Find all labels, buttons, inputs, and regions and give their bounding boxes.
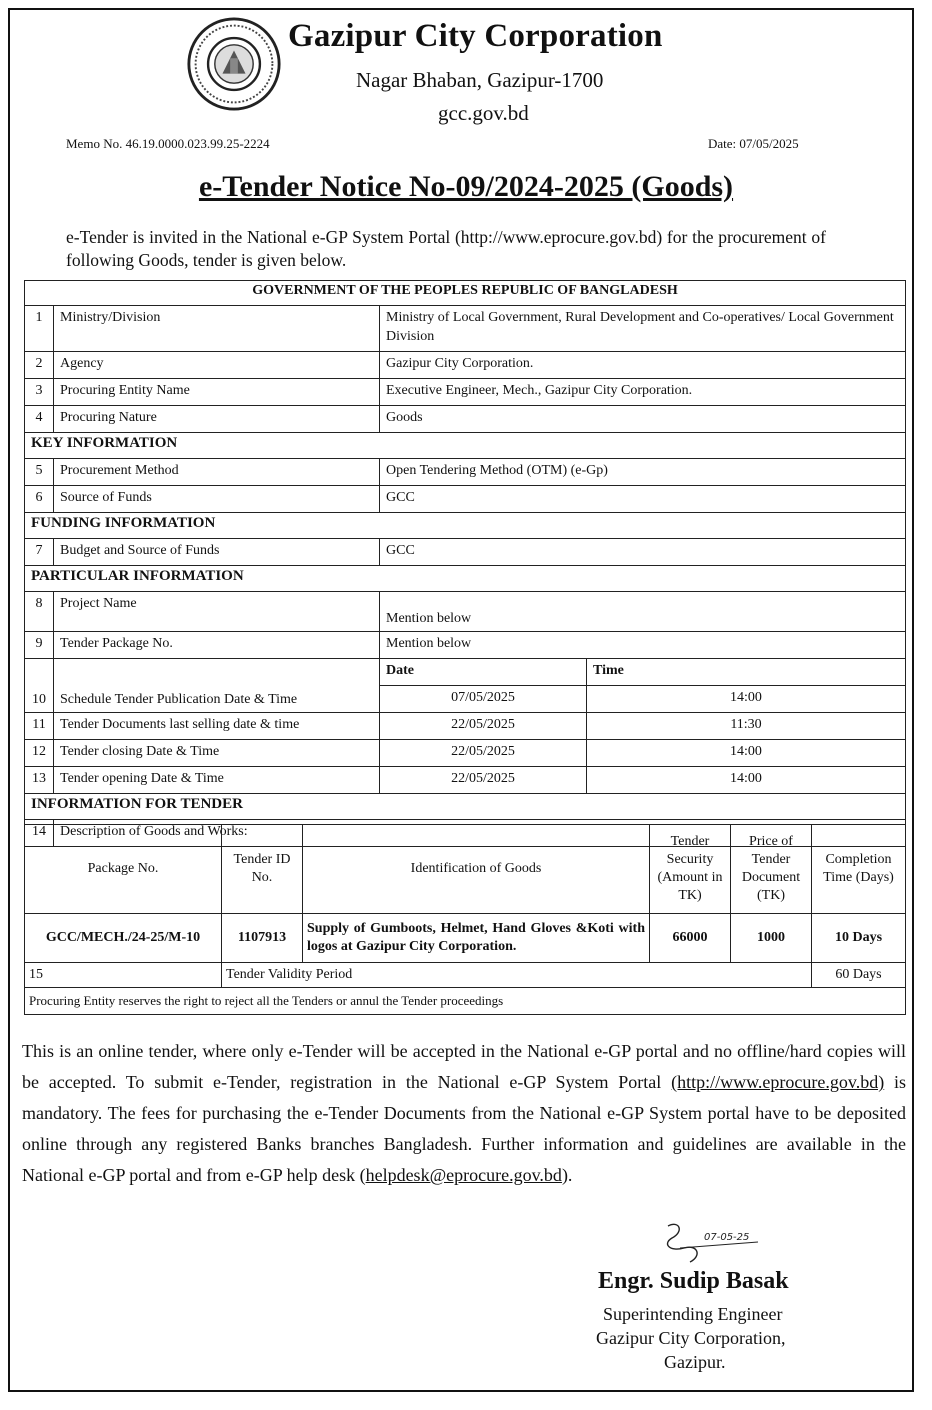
row-number: 10 — [25, 659, 54, 713]
tender-id: 1107913 — [222, 914, 303, 963]
table-row — [25, 988, 906, 1015]
org-address: Nagar Bhaban, Gazipur-1700 — [356, 68, 604, 92]
memo-date: Date: 07/05/2025 — [708, 136, 799, 151]
row-label: Agency — [54, 352, 380, 379]
row-number: 5 — [25, 459, 54, 486]
time-column-header: Time — [587, 659, 906, 686]
table-row — [25, 406, 906, 433]
row-label: Procuring Nature — [54, 406, 380, 433]
row-value: GCC — [380, 539, 906, 566]
row-number: 9 — [25, 632, 54, 659]
goods-identification: Supply of Gumboots, Helmet, Hand Gloves &Koti with logos at Gazipur City Corporation. — [303, 914, 650, 963]
helpdesk-email-link[interactable]: helpdesk@eprocure.gov.bd — [365, 1165, 562, 1185]
row-label: Project Name — [54, 592, 380, 632]
row-value: Gazipur City Corporation. — [380, 352, 906, 379]
row-label: Tender Documents last selling date & time — [54, 713, 380, 740]
row-value: Open Tendering Method (OTM) (e-Gp) — [380, 459, 906, 486]
table-row — [25, 486, 906, 513]
validity-value: 60 Days — [812, 963, 906, 988]
header-security: Tender Security (Amount in TK) — [650, 825, 731, 914]
row-number: 14 — [25, 820, 54, 847]
table-row — [25, 914, 906, 963]
row-label: Budget and Source of Funds — [54, 539, 380, 566]
signatory-city: Gazipur. — [664, 1352, 726, 1372]
row-number: 11 — [25, 713, 54, 740]
row-number: 4 — [25, 406, 54, 433]
table-row — [25, 632, 906, 659]
schedule-date: 22/05/2025 — [380, 740, 587, 767]
table-row — [25, 825, 906, 914]
schedule-time: 11:30 — [587, 713, 906, 740]
row-label: Ministry/Division — [54, 306, 380, 352]
table-row — [25, 794, 906, 820]
completion-time: 10 Days — [812, 914, 906, 963]
row-value: Mention below — [380, 592, 906, 632]
table-row — [25, 740, 906, 767]
table-row — [25, 767, 906, 794]
header-package: Package No. — [25, 825, 222, 914]
row-label: Procurement Method — [54, 459, 380, 486]
row-value: Ministry of Local Government, Rural Development and Co-operatives/ Local Government Division — [380, 306, 906, 352]
schedule-date: 22/05/2025 — [380, 767, 587, 794]
table-row — [25, 459, 906, 486]
header-completion: Completion Time (Days) — [812, 825, 906, 914]
schedule-date: 22/05/2025 — [380, 713, 587, 740]
eprocure-link[interactable]: (http://www.eprocure.gov.bd) — [671, 1072, 885, 1092]
package-no: GCC/MECH./24-25/M-10 — [25, 914, 222, 963]
row-value: GCC — [380, 486, 906, 513]
row-number: 3 — [25, 379, 54, 406]
date-column-header: Date — [380, 659, 587, 686]
schedule-date: 07/05/2025 — [380, 686, 587, 713]
org-website: gcc.gov.bd — [438, 101, 529, 125]
handwritten-signature-icon — [650, 1218, 770, 1268]
table-row — [25, 513, 906, 539]
header-identification: Identification of Goods — [303, 825, 650, 914]
paragraph-text: This is an online tender, where only e-Tender will be accepted in the National e-GP portal and no offline/hard copies will be accepted. To submit e-Tender, registration in the National e-GP System Portal — [22, 1041, 906, 1092]
row-label: Source of Funds — [54, 486, 380, 513]
row-number: 2 — [25, 352, 54, 379]
validity-label: Tender Validity Period — [222, 963, 812, 988]
reserve-rights-note: Procuring Entity reserves the right to reject all the Tenders or annul the Tender proceedings — [25, 988, 906, 1015]
table-row — [25, 713, 906, 740]
intro-text: e-Tender is invited in the National e-GP System Portal (http://www.eprocure.gov.bd) for the procurement of following Goods, tender is given below. — [66, 227, 826, 270]
row-label: Procuring Entity Name — [54, 379, 380, 406]
schedule-time: 14:00 — [587, 767, 906, 794]
table-row — [25, 963, 906, 988]
section-info-tender: INFORMATION FOR TENDER — [25, 794, 906, 820]
paragraph-text: ). — [561, 1165, 573, 1185]
table-row — [25, 281, 906, 306]
table-row — [25, 592, 906, 632]
header-tender-id: Tender ID No. — [222, 825, 303, 914]
signatory-title: Superintending Engineer — [603, 1304, 783, 1324]
notice-title-wrap — [0, 170, 932, 204]
gcc-seal-icon — [186, 16, 282, 112]
tender-info-table — [24, 280, 906, 847]
row-number: 7 — [25, 539, 54, 566]
signatory-org: Gazipur City Corporation, — [596, 1328, 786, 1348]
table-row — [25, 566, 906, 592]
notice-title: e-Tender Notice No-09/2024-2025 (Goods) — [198, 170, 734, 203]
paragraph-text: is mandatory. The fees for purchasing the e-Tender Documents from the National e-GP System portal have to be deposited online through any registered Banks branches Bangladesh. Further information and guidelines are available in the National e-GP portal and from e-GP help desk ( — [22, 1072, 906, 1185]
row-value: Executive Engineer, Mech., Gazipur City Corporation. — [380, 379, 906, 406]
table-row — [25, 352, 906, 379]
table-row — [25, 379, 906, 406]
row-number: 15 — [25, 963, 222, 988]
row-label: Schedule Tender Publication Date & Time — [54, 659, 380, 713]
table-row — [25, 539, 906, 566]
schedule-time: 14:00 — [587, 740, 906, 767]
row-number: 12 — [25, 740, 54, 767]
row-value: Goods — [380, 406, 906, 433]
row-label: Tender opening Date & Time — [54, 767, 380, 794]
header-price: Price of Tender Document (TK) — [731, 825, 812, 914]
memo-number: Memo No. 46.19.0000.023.99.25-2224 — [66, 136, 270, 151]
svg-text:07-05-25: 07-05-25 — [704, 1232, 750, 1243]
signatory-name: Engr. Sudip Basak — [598, 1268, 789, 1294]
row-value: Mention below — [380, 632, 906, 659]
section-funding-info: FUNDING INFORMATION — [25, 513, 906, 539]
row-number: 6 — [25, 486, 54, 513]
online-tender-paragraph — [22, 1036, 906, 1191]
row-label: Description of Goods and Works: — [54, 820, 906, 847]
tender-security: 66000 — [650, 914, 731, 963]
table-row — [25, 659, 906, 686]
section-key-info: KEY INFORMATION — [25, 433, 906, 459]
section-particular-info: PARTICULAR INFORMATION — [25, 566, 906, 592]
row-label: Tender closing Date & Time — [54, 740, 380, 767]
row-number: 13 — [25, 767, 54, 794]
org-name: Gazipur City Corporation — [288, 18, 663, 54]
row-number: 8 — [25, 592, 54, 632]
schedule-time: 14:00 — [587, 686, 906, 713]
row-label: Tender Package No. — [54, 632, 380, 659]
goods-table — [24, 824, 906, 1015]
row-number: 1 — [25, 306, 54, 352]
table-row — [25, 306, 906, 352]
document-price: 1000 — [731, 914, 812, 963]
table-heading: GOVERNMENT OF THE PEOPLES REPUBLIC OF BANGLADESH — [25, 281, 906, 306]
table-row — [25, 433, 906, 459]
